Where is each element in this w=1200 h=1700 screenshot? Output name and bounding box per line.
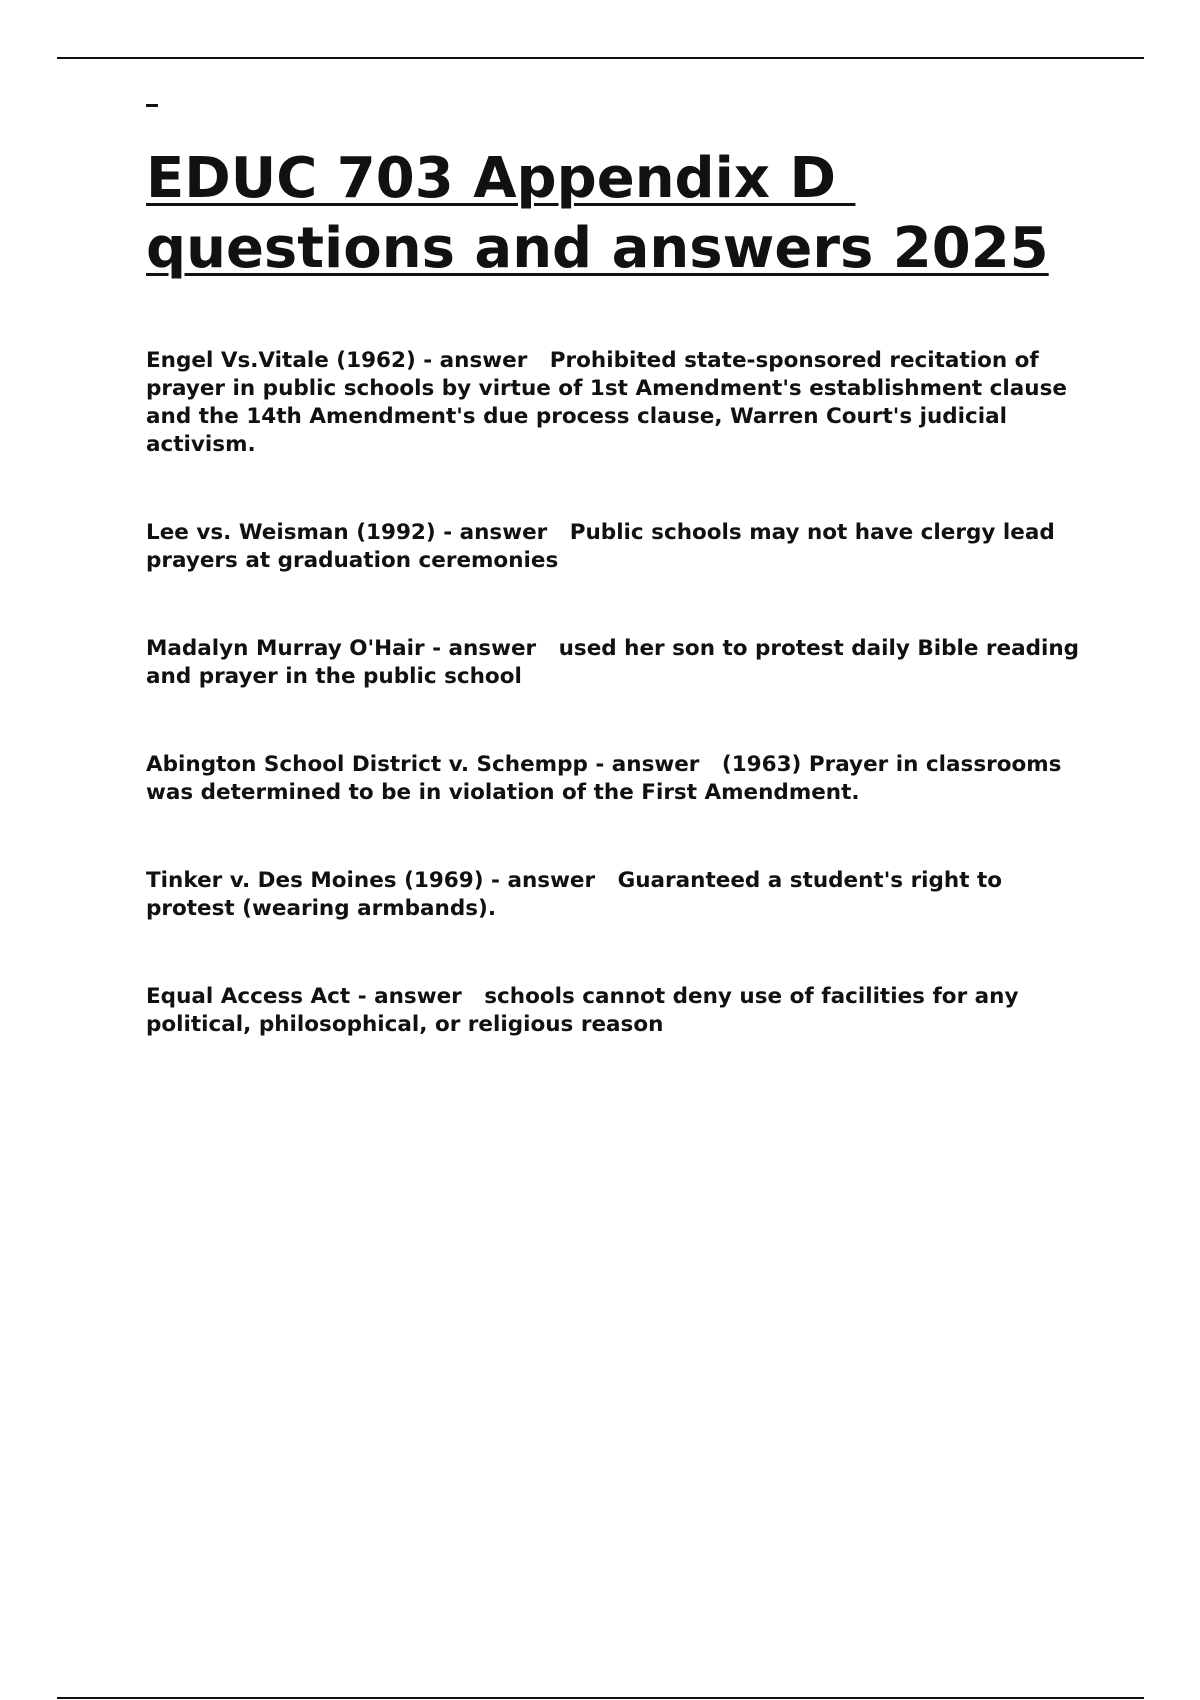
- qa-separator: - answer: [350, 984, 485, 1009]
- bottom-divider: [57, 1697, 1144, 1699]
- qa-answer: schools cannot deny use of facilities for any political, philosophical, or religious reason: [146, 984, 1019, 1037]
- qa-separator: - answer: [435, 520, 570, 545]
- qa-separator: - answer: [483, 868, 618, 893]
- qa-separator: - answer: [587, 752, 722, 777]
- qa-answer: Prohibited state-sponsored recitation of prayer in public schools by virtue of 1st Amendment's establishment clause and the 14th Amendment's due process clause, Warren Court's judicial activism.: [146, 348, 1067, 457]
- header-dash-marker: [146, 104, 158, 107]
- qa-item: [146, 519, 1096, 575]
- qa-separator: - answer: [424, 636, 559, 661]
- qa-list: [146, 347, 1096, 1099]
- qa-item: [146, 635, 1096, 691]
- qa-item: [146, 867, 1096, 923]
- qa-term: Lee vs. Weisman (1992): [146, 520, 436, 545]
- title-line-1: EDUC 703 Appendix D: [146, 146, 856, 211]
- top-divider: [57, 57, 1144, 59]
- title-line-2: questions and answers 2025: [146, 216, 1049, 281]
- qa-term: Tinker v. Des Moines (1969): [146, 868, 484, 893]
- qa-answer: used her son to protest daily Bible reading and prayer in the public school: [146, 636, 1080, 689]
- qa-term: Equal Access Act: [146, 984, 351, 1009]
- qa-item: [146, 347, 1096, 459]
- qa-item: [146, 983, 1096, 1039]
- qa-term: Abington School District v. Schempp: [146, 752, 588, 777]
- qa-item: [146, 751, 1096, 807]
- qa-answer: Public schools may not have clergy lead prayers at graduation ceremonies: [146, 520, 1055, 573]
- document-title: [146, 144, 1106, 284]
- qa-term: Madalyn Murray O'Hair: [146, 636, 425, 661]
- qa-answer: Guaranteed a student's right to protest (wearing armbands).: [146, 868, 1003, 921]
- qa-separator: - answer: [415, 348, 550, 373]
- qa-answer: (1963) Prayer in classrooms was determined to be in violation of the First Amendment.: [146, 752, 1062, 805]
- qa-term: Engel Vs.Vitale (1962): [146, 348, 416, 373]
